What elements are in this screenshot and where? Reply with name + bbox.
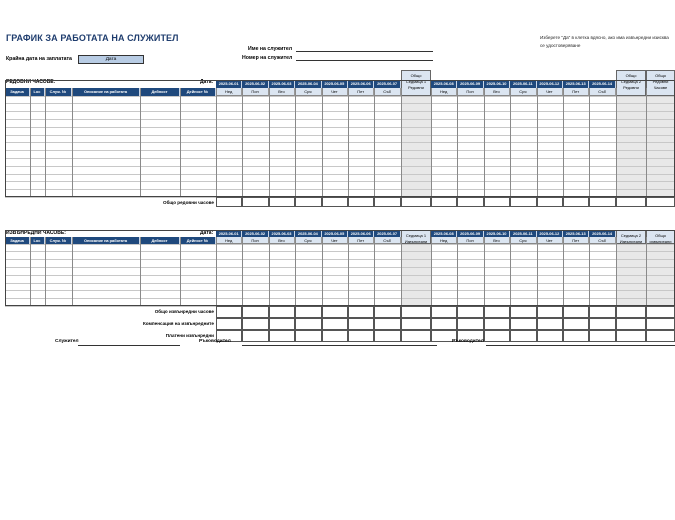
column-divider — [45, 88, 46, 197]
overtime-total-cell[interactable] — [216, 306, 242, 318]
regular-total-cell[interactable] — [216, 197, 242, 207]
regular-total-cell[interactable] — [269, 197, 295, 207]
table-row[interactable] — [5, 111, 675, 112]
column-header: Дейност — [140, 88, 180, 96]
table-row[interactable] — [5, 251, 675, 252]
overtime-total-cell[interactable] — [537, 318, 563, 330]
overtime-total-cell[interactable] — [242, 318, 268, 330]
day-header: Вто — [484, 88, 510, 96]
date-header: 2025-06-06 — [348, 230, 374, 237]
date-header: 2025-06-10 — [484, 230, 510, 237]
column-header: Дейност № — [180, 237, 216, 244]
total-header-line: Общо — [410, 72, 422, 78]
total-header-line: Извънредни — [619, 238, 643, 244]
total-header-line: Извънредни — [404, 238, 428, 244]
column-divider — [537, 237, 538, 306]
day-header: Нед — [216, 88, 242, 96]
date-header: 2025-06-05 — [322, 80, 348, 88]
grand-total-header — [646, 70, 675, 96]
column-divider — [45, 237, 46, 306]
employee-number-label: Номер на служител — [242, 55, 293, 61]
table-row[interactable] — [5, 259, 675, 260]
day-header: Чет — [537, 237, 563, 244]
overtime-total-cell[interactable] — [374, 318, 400, 330]
overtime-total-label: Компенсация на извънредните — [142, 320, 214, 326]
day-header: Нед — [431, 237, 457, 244]
day-header: Нед — [431, 88, 457, 96]
table-row[interactable] — [5, 119, 675, 120]
regular-week1-total-cell[interactable] — [401, 197, 431, 207]
total-header-line: Седмица 1 — [405, 232, 427, 238]
column-divider — [216, 237, 217, 306]
column-divider — [374, 88, 375, 197]
date-header: 2025-06-10 — [484, 80, 510, 88]
table-row[interactable] — [5, 267, 675, 268]
week2-total-header — [616, 230, 646, 244]
column-divider — [140, 88, 141, 197]
date-header: 2025-06-01 — [216, 230, 242, 237]
date-header: 2025-06-03 — [269, 230, 295, 237]
day-header: Сря — [295, 88, 321, 96]
date-header: 2025-06-01 — [216, 80, 242, 88]
day-header: Чет — [537, 88, 563, 96]
column-header: Задача — [5, 88, 30, 96]
overtime-total-cell[interactable] — [374, 306, 400, 318]
overtime-week1-total-cell[interactable] — [401, 318, 431, 330]
column-header: Дейност — [140, 237, 180, 244]
date-header: 2025-06-07 — [374, 230, 400, 237]
table-row[interactable] — [5, 103, 675, 104]
table-row[interactable] — [5, 298, 675, 299]
table-row[interactable] — [5, 174, 675, 175]
table-row[interactable] — [5, 166, 675, 167]
table-frame — [5, 80, 675, 197]
date-header: 2025-06-14 — [589, 80, 615, 88]
column-divider — [140, 237, 141, 306]
column-divider — [295, 237, 296, 306]
overtime-total-cell[interactable] — [269, 306, 295, 318]
regular-total-cell[interactable] — [295, 197, 321, 207]
supervisor-signature-line[interactable] — [486, 339, 675, 346]
column-divider — [72, 88, 73, 197]
day-header: Чет — [322, 88, 348, 96]
day-header: Чет — [322, 237, 348, 244]
column-divider — [322, 237, 323, 306]
day-header: Пон — [457, 237, 483, 244]
column-divider — [180, 237, 181, 306]
date-header: 2025-06-03 — [269, 80, 295, 88]
total-header-line: Редовни — [623, 84, 639, 90]
column-header: Loc — [30, 237, 45, 244]
total-header-line: Часове — [653, 84, 668, 90]
overtime-total-cell[interactable] — [216, 318, 242, 330]
column-divider — [589, 237, 590, 306]
column-divider — [616, 88, 617, 197]
overtime-total-cell[interactable] — [322, 318, 348, 330]
page-title: ГРАФИК ЗА РАБОТАТА НА СЛУЖИТЕЛ — [6, 33, 179, 43]
date-header: 2025-06-11 — [510, 80, 536, 88]
date-header: 2025-06-13 — [563, 230, 589, 237]
column-divider — [563, 88, 564, 197]
column-header: Loc — [30, 88, 45, 96]
date-header: 2025-06-12 — [537, 80, 563, 88]
date-header: 2025-06-07 — [374, 80, 400, 88]
total-header-line: Редовни — [408, 84, 424, 90]
pay-end-date-field[interactable]: Дата — [78, 55, 144, 64]
total-header-line: Общо — [625, 72, 637, 78]
column-header: Задача — [5, 237, 30, 244]
overtime-week1-total-cell[interactable] — [401, 306, 431, 318]
column-header: Дейност № — [180, 88, 216, 96]
overtime-total-cell[interactable] — [589, 318, 615, 330]
day-header: Пет — [563, 88, 589, 96]
overtime-total-cell[interactable] — [563, 306, 589, 318]
column-divider — [401, 237, 402, 306]
day-header: Пон — [242, 88, 268, 96]
column-divider — [269, 88, 270, 197]
column-divider — [401, 88, 402, 197]
pay-end-label: Крайна дата на заплатата — [6, 56, 72, 62]
column-divider — [269, 237, 270, 306]
employee-number-field[interactable] — [296, 54, 433, 61]
column-divider — [5, 237, 6, 306]
employee-name-field[interactable] — [296, 45, 433, 52]
overtime-total-label: Платени извънредни — [165, 332, 214, 338]
table-row[interactable] — [5, 142, 675, 143]
column-header: Служ. № — [45, 237, 72, 244]
column-divider — [348, 88, 349, 197]
date-header: 2025-06-12 — [537, 230, 563, 237]
day-header: Съб — [374, 237, 400, 244]
overtime-grand-total-cell[interactable] — [646, 306, 675, 318]
regular-total-cell[interactable] — [322, 197, 348, 207]
regular-total-label: Общо редовни часове — [163, 199, 214, 205]
table-row[interactable] — [5, 181, 675, 182]
day-header: Съб — [374, 88, 400, 96]
regular-total-cell[interactable] — [563, 197, 589, 207]
column-divider — [242, 88, 243, 197]
regular-total-cell[interactable] — [457, 197, 483, 207]
overtime-total-cell[interactable] — [295, 318, 321, 330]
overtime-total-cell[interactable] — [431, 306, 457, 318]
supervisor-signature-label: Ръководител — [452, 339, 484, 344]
total-header-line: Общо — [655, 72, 666, 78]
date-header: 2025-06-06 — [348, 80, 374, 88]
day-header: Пон — [242, 237, 268, 244]
table-row[interactable] — [5, 96, 675, 97]
overtime-total-cell[interactable] — [484, 318, 510, 330]
column-divider — [484, 88, 485, 197]
column-divider — [431, 88, 432, 197]
date-header: 2025-06-04 — [295, 230, 321, 237]
column-divider — [374, 237, 375, 306]
day-header: Сря — [510, 237, 536, 244]
column-divider — [431, 237, 432, 306]
date-header: 2025-06-08 — [431, 80, 457, 88]
date-header: 2025-06-08 — [431, 230, 457, 237]
overtime-week2-total-cell[interactable] — [616, 306, 646, 318]
date-header: 2025-06-02 — [242, 230, 268, 237]
date-header: 2025-06-11 — [510, 230, 536, 237]
grand-total-header — [646, 230, 675, 244]
column-divider — [589, 88, 590, 197]
column-divider — [180, 88, 181, 197]
date-header: 2025-06-13 — [563, 80, 589, 88]
column-divider — [30, 88, 31, 197]
day-header: Сря — [295, 237, 321, 244]
overtime-total-cell[interactable] — [295, 306, 321, 318]
overtime-total-cell[interactable] — [589, 306, 615, 318]
day-header: Съб — [589, 88, 615, 96]
overtime-total-cell[interactable] — [510, 306, 536, 318]
table-row[interactable] — [5, 244, 675, 245]
total-header-line: Седмица 1 — [405, 78, 427, 84]
overtime-total-cell[interactable] — [457, 318, 483, 330]
day-header: Пет — [348, 237, 374, 244]
total-header-line: Редовни — [652, 78, 669, 84]
column-header: Описание на работата — [72, 88, 140, 96]
date-header: 2025-06-14 — [589, 230, 615, 237]
day-header: Нед — [216, 237, 242, 244]
table-row[interactable] — [5, 158, 675, 159]
overtime-total-cell[interactable] — [242, 306, 268, 318]
regular-total-cell[interactable] — [537, 197, 563, 207]
column-divider — [72, 237, 73, 306]
week1-total-header — [401, 70, 431, 96]
regular-total-cell[interactable] — [348, 197, 374, 207]
overtime-section-label: ИЗВЪНРЕДНИ ЧАСОВЕ: — [6, 230, 66, 236]
day-header: Съб — [589, 237, 615, 244]
day-header: Пон — [457, 88, 483, 96]
column-divider — [484, 237, 485, 306]
overtime-total-label: Общо извънредни часове — [154, 308, 214, 314]
regular-total-cell[interactable] — [510, 197, 536, 207]
regular-total-cell[interactable] — [431, 197, 457, 207]
overtime-total-cell[interactable] — [348, 306, 374, 318]
table-row[interactable] — [5, 283, 675, 284]
total-header-line: Общо — [655, 232, 666, 238]
table-row[interactable] — [5, 275, 675, 276]
column-divider — [216, 88, 217, 197]
regular-total-cell[interactable] — [484, 197, 510, 207]
regular-section-label: РЕДОВНИ ЧАСОВЕ: — [6, 79, 56, 85]
column-divider — [30, 237, 31, 306]
day-header: Вто — [269, 88, 295, 96]
date-header: 2025-06-09 — [457, 230, 483, 237]
column-divider — [457, 88, 458, 197]
employee-signature-label: Служител — [55, 339, 79, 344]
overtime-week2-total-cell[interactable] — [616, 318, 646, 330]
overtime-note: Изберете "Да" в клетка вдясно, ако има извънредни изисква се удостоверяване — [540, 35, 669, 48]
regular-total-cell[interactable] — [242, 197, 268, 207]
table-row[interactable] — [5, 135, 675, 136]
overtime-date-label: Дата: — [200, 230, 214, 236]
column-header: Служ. № — [45, 88, 72, 96]
overtime-total-cell[interactable] — [322, 306, 348, 318]
column-divider — [457, 237, 458, 306]
day-header: Сря — [510, 88, 536, 96]
column-divider — [348, 237, 349, 306]
regular-total-cell[interactable] — [589, 197, 615, 207]
column-divider — [616, 237, 617, 306]
week1-total-header — [401, 230, 431, 244]
regular-week2-total-cell[interactable] — [616, 197, 646, 207]
employee-name-label: Име на служител — [248, 46, 293, 52]
column-divider — [563, 237, 564, 306]
overtime-total-cell[interactable] — [484, 306, 510, 318]
column-divider — [510, 88, 511, 197]
column-divider — [242, 237, 243, 306]
total-header-line: Седмица 2 — [620, 232, 642, 238]
overtime-total-cell[interactable] — [457, 306, 483, 318]
regular-date-label: Дата: — [200, 79, 214, 85]
date-header: 2025-06-04 — [295, 80, 321, 88]
column-divider — [646, 237, 647, 306]
table-row[interactable] — [5, 189, 675, 190]
regular-total-cell[interactable] — [374, 197, 400, 207]
table-row[interactable] — [5, 150, 675, 151]
date-header: 2025-06-05 — [322, 230, 348, 237]
column-divider — [510, 237, 511, 306]
total-header-line: Седмица 2 — [620, 78, 642, 84]
day-header: Пет — [348, 88, 374, 96]
overtime-total-cell[interactable] — [563, 318, 589, 330]
overtime-total-cell[interactable] — [510, 318, 536, 330]
column-divider — [322, 88, 323, 197]
overtime-total-cell[interactable] — [431, 318, 457, 330]
employee-signature-line[interactable] — [78, 339, 180, 346]
overtime-total-cell[interactable] — [269, 318, 295, 330]
regular-grand-total-cell[interactable] — [646, 197, 675, 207]
day-header: Пет — [563, 237, 589, 244]
column-divider — [646, 88, 647, 197]
day-header: Вто — [484, 237, 510, 244]
total-header-line: извънредни — [649, 238, 672, 244]
manager-signature-label: Ръководител — [199, 339, 231, 344]
column-divider — [5, 88, 6, 197]
date-header: 2025-06-09 — [457, 80, 483, 88]
day-header: Вто — [269, 237, 295, 244]
date-header: 2025-06-02 — [242, 80, 268, 88]
overtime-total-cell[interactable] — [348, 318, 374, 330]
overtime-grand-total-cell[interactable] — [646, 318, 675, 330]
column-header: Описание на работата — [72, 237, 140, 244]
overtime-total-cell[interactable] — [537, 306, 563, 318]
manager-signature-line[interactable] — [242, 339, 437, 346]
table-row[interactable] — [5, 127, 675, 128]
column-divider — [537, 88, 538, 197]
week2-total-header — [616, 70, 646, 96]
table-row[interactable] — [5, 290, 675, 291]
column-divider — [295, 88, 296, 197]
